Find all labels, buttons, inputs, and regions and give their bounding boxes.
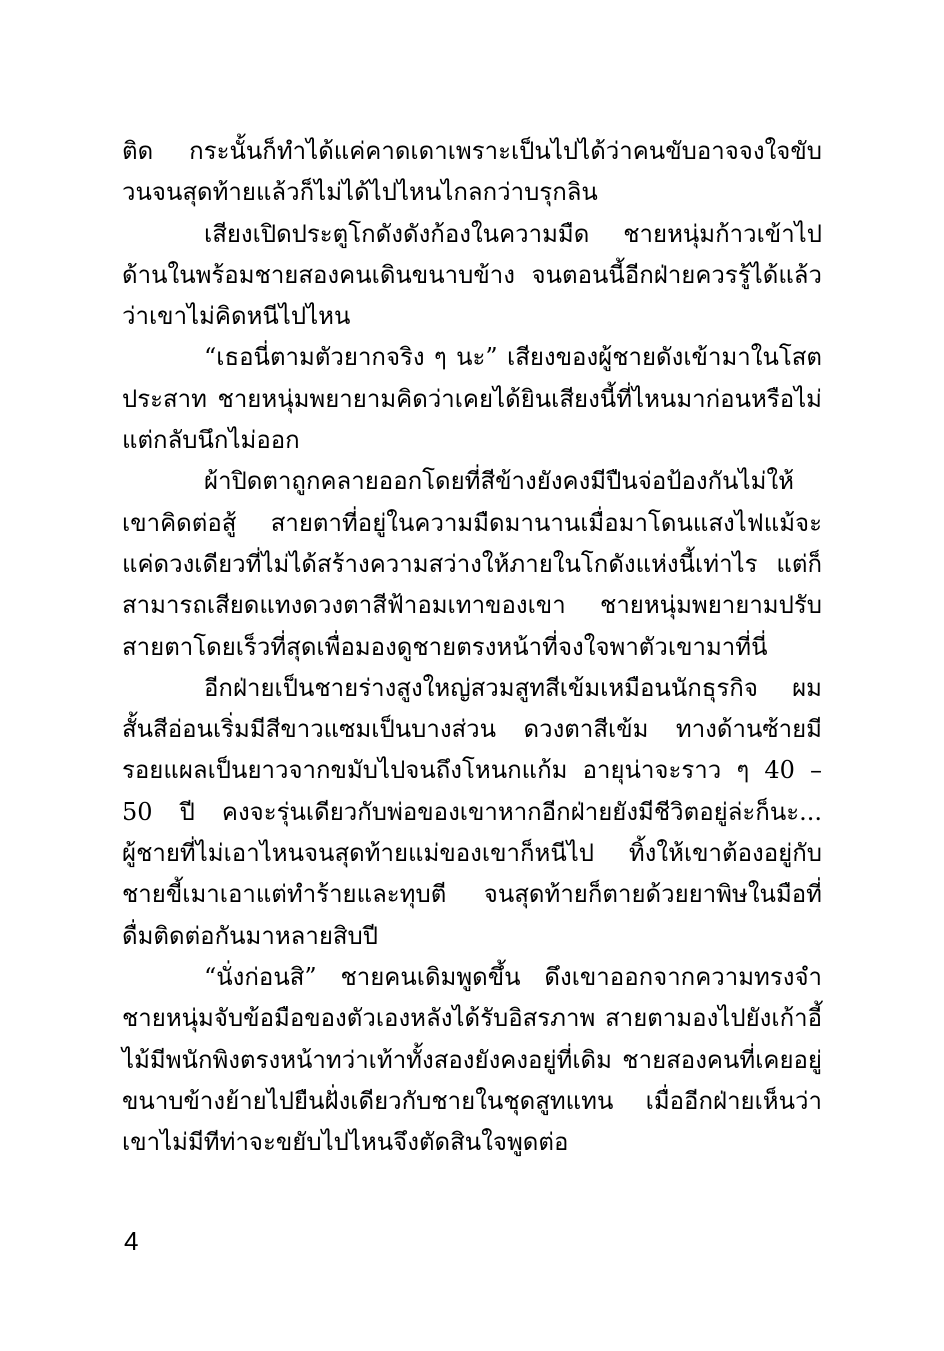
paragraph: อีกฝ่ายเป็นชายร่างสูงใหญ่สวมสูทสีเข้มเหมือนนักธุรกิจ ผมสั้นสีอ่อนเริ่มมีสีขาวแซมเป็นบางส่วน ดวงตาสีเข้ม ทางด้านซ้ายมีรอยแผลเป็นยาวจากขมับไปจนถึงโหนกแก้ม อายุน่าจะราว ๆ 40 – 50 ปี คงจะรุ่นเดียวกับพ่อของเขาหากอีกฝ่ายยังมีชีวิตอยู่ล่ะก็นะ... ผู้ชายที่ไม่เอาไหนจนสุดท้ายแม่ของเขาก็หนีไป ทิ้งให้เขาต้องอยู่กับชายขี้เมาเอาแต่ทำร้ายและทุบตี จนสุดท้ายก็ตายด้วยยาพิษในมือที่ดื่มติดต่อกันมาหลายสิบปี [122, 673, 822, 950]
paragraph: ผ้าปิดตาถูกคลายออกโดยที่สีข้างยังคงมีปืนจ่อป้องกันไม่ให้เขาคิดต่อสู้ สายตาที่อยู่ในความมืดมานานเมื่อมาโดนแสงไฟแม้จะแค่ดวงเดียวที่ไม่ได้สร้างความสว่างให้ภายในโกดังแห่งนี้เท่าไร แต่ก็สามารถเสียดแทงดวงตาสีฟ้าอมเทาของเขา ชายหนุ่มพยายามปรับสายตาโดยเร็วที่สุดเพื่อมองดูชายตรงหน้าที่จงใจพาตัวเขามาที่นี่ [122, 467, 822, 661]
body-text [122, 131, 822, 1163]
paragraph: “นั่งก่อนสิ” ชายคนเดิมพูดขึ้น ดึงเขาออกจากความทรงจำ ชายหนุ่มจับข้อมือของตัวเองหลังได้รับอิสรภาพ สายตามองไปยังเก้าอี้ไม้มีพนักพิงตรงหน้าทว่าเท้าทั้งสองยังคงอยู่ที่เดิม ชายสองคนที่เคยอยู่ขนาบข้างย้ายไปยืนฝั่งเดียวกับชายในชุดสูทแทน เมื่ออีกฝ่ายเห็นว่าเขาไม่มีทีท่าจะขยับไปไหนจึงตัดสินใจพูดต่อ [122, 962, 822, 1157]
paragraph: เสียงเปิดประตูโกดังดังก้องในความมืด ชายหนุ่มก้าวเข้าไปด้านในพร้อมชายสองคนเดินขนาบข้าง จนตอนนี้อีกฝ่ายควรรู้ได้แล้วว่าเขาไม่คิดหนีไปไหน [122, 219, 822, 331]
paragraph: “เธอนี่ตามตัวยากจริง ๆ นะ” เสียงของผู้ชายดังเข้ามาในโสตประสาท ชายหนุ่มพยายามคิดว่าเคยได้ยินเสียงนี้ที่ไหนมาก่อนหรือไม่แต่กลับนึกไม่ออก [122, 343, 822, 455]
page-number: 4 [124, 1226, 139, 1256]
paragraph-continued: ติด กระนั้นก็ทำได้แค่คาดเดาเพราะเป็นไปได้ว่าคนขับอาจจงใจขับวนจนสุดท้ายแล้วก็ไม่ได้ไปไหนไกลกว่าบรุกลิน [122, 137, 822, 207]
